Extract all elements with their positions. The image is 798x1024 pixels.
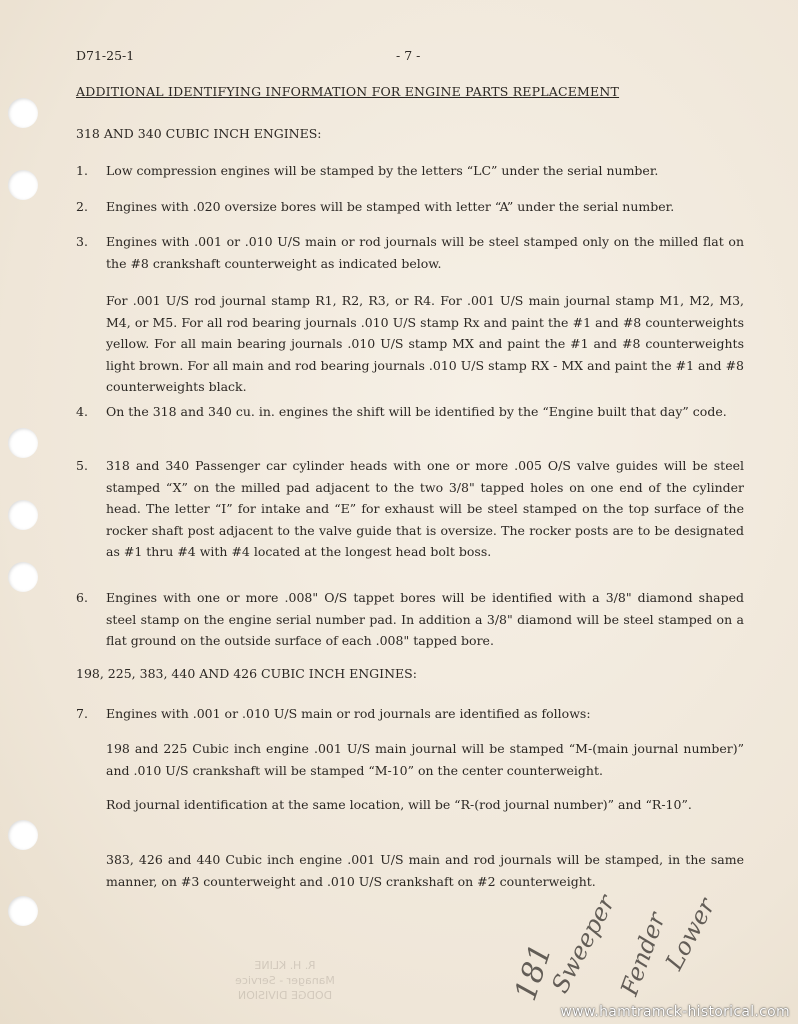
handwritten-word: Lower (659, 893, 721, 975)
list-item (76, 455, 744, 563)
document-code: D71-25-1 (76, 48, 135, 63)
handwritten-number: 181 (508, 939, 560, 1006)
binder-hole (8, 500, 38, 530)
section-heading: 198, 225, 383, 440 AND 426 CUBIC INCH ENGINES: (76, 666, 417, 681)
handwritten-word: Fender (615, 908, 671, 1000)
item-text: Engines with one or more .008" O/S tappet bores will be identified with a 3/8" diamond shaped steel stamp on the engine serial number pad. In addition a 3/8" diamond will be steel stamped on a flat ground on the outside surface of each .008" tapped bore. (106, 590, 744, 648)
item-detail-paragraph: Rod journal identification at the same location, will be “R-(rod journal number)” and “R-10”. (106, 797, 692, 812)
document-title: ADDITIONAL IDENTIFYING INFORMATION FOR ENGINE PARTS REPLACEMENT (76, 84, 620, 99)
item-detail-paragraph: For .001 U/S rod journal stamp R1, R2, R3, or R4. For .001 U/S main journal stamp M1, M2, M3, M4, or M5. For all rod bearing journals .010 U/S stamp Rx and paint the #1 and #8 counterweights yellow. For all main bearing journals .010 U/S stamp MX and paint the #1 and #8 counterweights light brown. For all main and rod bearing journals .010 U/S stamp RX - MX and paint the #1 and #8 counterweights black. (106, 293, 744, 394)
item-text: Low compression engines will be stamped by the letters “LC” under the serial number. (106, 163, 659, 178)
item-number: 2. (76, 199, 88, 214)
item-detail-paragraph: 383, 426 and 440 Cubic inch engine .001 U/S main and rod journals will be stamped, in the same manner, on #3 counterweight and .010 U/S crankshaft on #2 counterweight. (106, 852, 744, 889)
item-text: Engines with .020 oversize bores will be stamped with letter “A” under the serial number. (106, 199, 675, 214)
site-watermark: www.hamtramck-historical.com (560, 1004, 790, 1020)
list-item (76, 401, 744, 423)
item-text: Engines with .001 or .010 U/S main or rod journals are identified as follows: (106, 706, 591, 721)
binder-hole (8, 98, 38, 128)
item-text: 318 and 340 Passenger car cylinder heads with one or more .005 O/S valve guides will be steel stamped “X” on the milled pad adjacent to the two 3/8" tapped holes on one end of the cylinder head. The letter “I” for intake and “E” for exhaust will be steel stamped on the top surface of the rocker shaft post adjacent to the valve guide that is oversize. The rocker posts are to be designated as #1 thru #4 with #4 located at the longest head bolt boss. (106, 458, 744, 559)
item-number: 1. (76, 163, 88, 178)
bleed-through-signature: R. H. KLINE Manager - Service DODGE DIVISION (235, 959, 335, 1002)
item-number: 6. (76, 590, 88, 605)
binder-hole (8, 170, 38, 200)
list-item (76, 160, 744, 182)
page-number: - 7 - (396, 48, 421, 63)
binder-hole (8, 896, 38, 926)
binder-hole (8, 562, 38, 592)
handwritten-word: Sweeper (545, 890, 621, 998)
binder-hole (8, 820, 38, 850)
list-item (76, 587, 744, 652)
section-heading: 318 AND 340 CUBIC INCH ENGINES: (76, 126, 322, 141)
item-number: 4. (76, 404, 88, 419)
item-text: On the 318 and 340 cu. in. engines the shift will be identified by the “Engine built that day” code. (106, 404, 727, 419)
item-text: Engines with .001 or .010 U/S main or rod journals will be steel stamped only on the milled flat on the #8 crankshaft counterweight as indicated below. (106, 234, 744, 271)
item-number: 3. (76, 234, 88, 249)
list-item (76, 196, 744, 218)
item-number: 7. (76, 706, 88, 721)
list-item (76, 231, 744, 274)
binder-hole (8, 428, 38, 458)
item-number: 5. (76, 458, 88, 473)
item-detail-paragraph: 198 and 225 Cubic inch engine .001 U/S main journal will be stamped “M-(main journal number)” and .010 U/S crankshaft will be stamped “M-10” on the center counterweight. (106, 741, 744, 778)
list-item (76, 703, 744, 725)
